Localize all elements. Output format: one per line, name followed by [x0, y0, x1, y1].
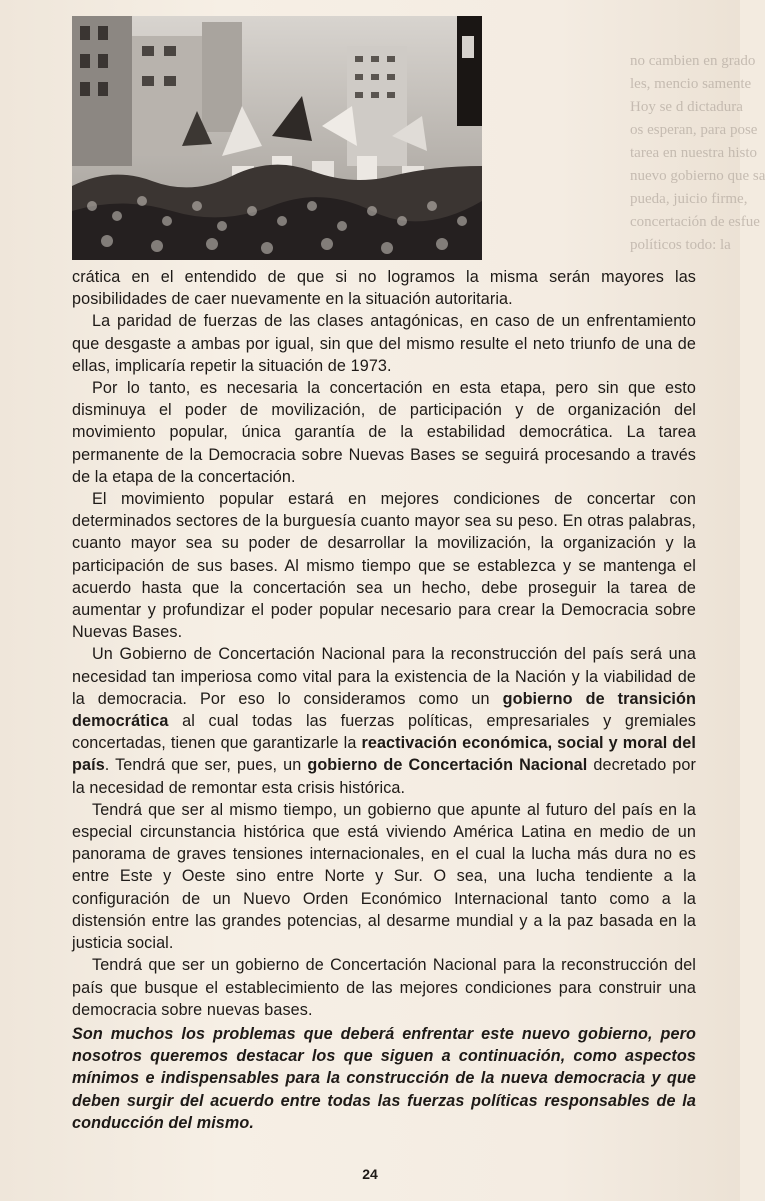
paragraph-text: La paridad de fuerzas de las clases antagónicas, en caso de un enfrentamiento que desgaste a ambas por igual, sin que del mismo resulte el neto triunfo de una de ellas, implicaría repetir la situación de 1973. [72, 312, 696, 375]
paragraph [72, 266, 696, 310]
bleed-line: tarea en nuestra histo [630, 145, 758, 161]
bleed-line: políticos todo: la [630, 237, 731, 253]
emphasis-text: reactivación económica, social y moral del país [72, 734, 696, 775]
paragraph [72, 488, 696, 643]
emphasis-text: gobierno de Concertación Nacional [307, 756, 588, 775]
paragraph-text: crática en el entendido de que si no logramos la misma serán mayores las posibilidades de caer nuevamente en la situación autoritaria. [72, 268, 696, 309]
bleed-line: nuevo gobierno que sa [630, 168, 765, 184]
paragraph [72, 377, 696, 488]
paragraph-text: Un Gobierno de Concertación Nacional para la reconstrucción del país será una necesidad tan imperiosa como vital para la existencia de la Nación y la viabilidad de la democracia. Por eso lo consideramos como un [72, 645, 696, 708]
bleed-line: os esperan, para pose [630, 122, 758, 138]
paragraph-text: al cual todas las fuerzas políticas, empresariales y gremiales concertadas, tienen que garantizarle la [72, 712, 696, 753]
paragraph [72, 643, 696, 798]
body-text [72, 266, 696, 1134]
closing-paragraph: Son muchos los problemas que deberá enfrentar este nuevo gobierno, pero nosotros queremos destacar los que siguen a continuación, como aspectos mínimos e indispensables para la construcción de la nueva democracia y que deben surgir del acuerdo entre todas las fuerzas políticas responsables de la conducción del mismo. [72, 1024, 696, 1132]
page-number: 24 [362, 1166, 378, 1182]
paragraph [72, 954, 696, 1021]
paragraph-text: Tendrá que ser un gobierno de Concertación Nacional para la reconstrucción del país que busque el establecimiento de las mejores condiciones para construir una democracia sobre nuevas bases. [72, 956, 696, 1019]
paragraph-text: El movimiento popular estará en mejores condiciones de concertar con determinados sectores de la burguesía cuanto mayor sea su peso. En otras palabras, cuanto mayor sea su poder de desarrollar la movilización, la organización y la participación de sus bases. Al mismo tiempo que se establezca y se mantenga el acuerdo hasta que la concertación sea un hecho, debe proseguir la tarea de aumentar y profundizar el poder popular necesario para crear la Democracia sobre Nuevas Bases. [72, 490, 696, 642]
paragraph-text: decretado por la necesidad de remontar esta crisis histórica. [72, 756, 696, 797]
paragraph-text: . Tendrá que ser, pues, un [104, 756, 308, 775]
protest-photo [72, 16, 482, 260]
emphasis-text: gobierno de transición democrática [72, 689, 696, 731]
bleed-line: les, mencio samente [630, 76, 752, 92]
bleed-line: concertación de esfue [630, 214, 760, 230]
paragraph-text: Tendrá que ser al mismo tiempo, un gobierno que apunte al futuro del país en la especial circunstancia histórica que está viviendo América Latina en medio de un panorama de graves tensiones internacionales, en el cual la lucha más dura no es entre Este y Oeste sino entre Norte y Sur. O sea, una lucha tendiente a la configuración de un Nuevo Orden Económico Internacional tanto como a la distensión entre las grandes potencias, al desarme mundial y a la paz basada en la justicia social. [72, 800, 696, 953]
bleed-line: no cambien en grado [630, 53, 756, 69]
paragraph-text: Por lo tanto, es necesaria la concertación en esta etapa, pero sin que esto disminuya el poder de movilización, de participación y de organización del movimiento popular, única garantía de la estabilidad democrática. La tarea permanente de la Democracia sobre Nuevas Bases se seguirá procesando a través de la etapa de la concertación. [72, 379, 696, 486]
paragraph [72, 799, 696, 954]
bleed-line: pueda, juicio firme, [630, 191, 748, 207]
show-through-text [630, 50, 765, 260]
paragraph [72, 310, 696, 377]
bleed-line: Hoy se d dictadura [630, 99, 743, 115]
